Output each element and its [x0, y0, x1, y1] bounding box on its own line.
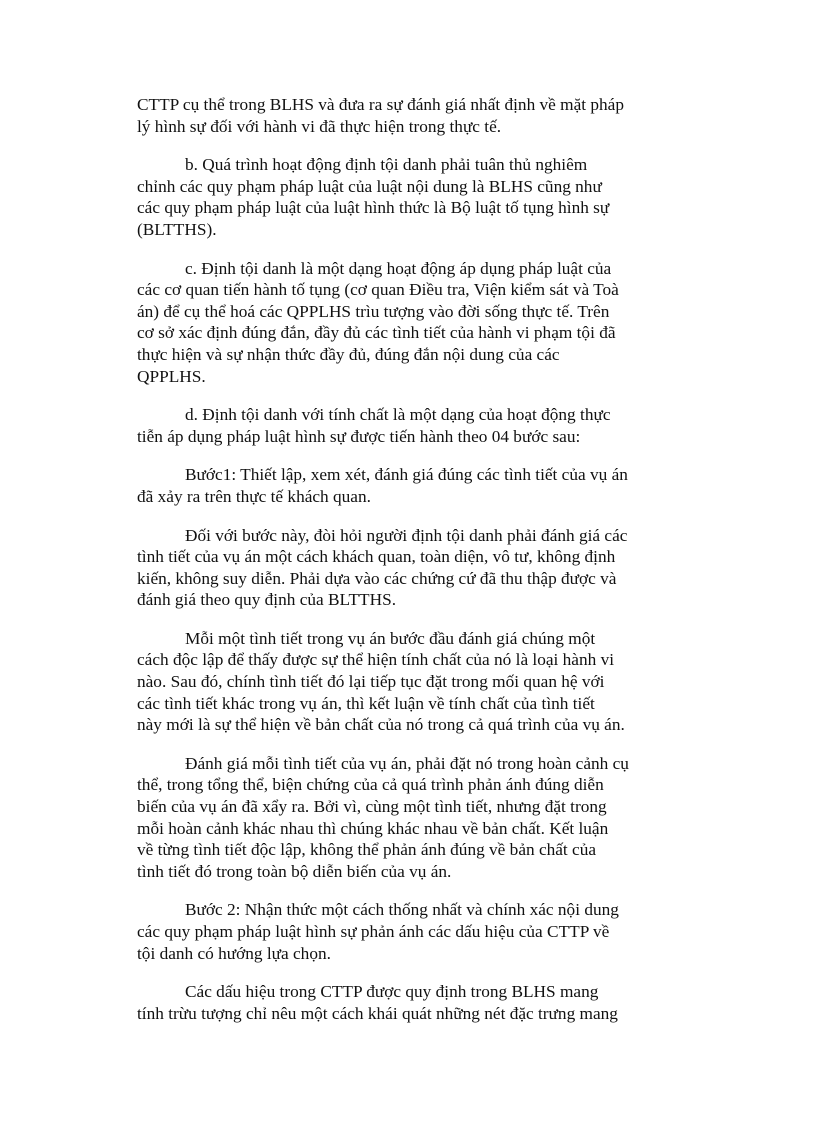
text-line: QPPLHS. [137, 366, 206, 386]
text-line: d. Định tội danh với tính chất là một dạng của hoạt động thực [185, 405, 611, 425]
text-line: CTTP cụ thể trong BLHS và đưa ra sự đánh giá nhất định về mặt pháp [137, 95, 624, 114]
text-line: Mỗi một tình tiết trong vụ án bước đầu đánh giá chúng một [185, 628, 596, 648]
text-line: án) để cụ thể hoá các QPPLHS trìu tượng vào đời sống thực tế. Trên [137, 301, 610, 321]
paragraph [137, 899, 692, 964]
text-line: các cơ quan tiến hành tố tụng (cơ quan Điều tra, Viện kiểm sát và Toà [137, 280, 619, 300]
paragraph [137, 94, 692, 137]
paragraph [137, 981, 692, 1024]
text-line: kiến, không suy diễn. Phải dựa vào các chứng cứ đã thu thập được và [137, 568, 617, 588]
paragraph [137, 628, 692, 736]
text-line: tình tiết của vụ án một cách khách quan, toàn diện, vô tư, không định [137, 547, 616, 567]
text-line: biến của vụ án đã xẩy ra. Bởi vì, cùng một tình tiết, nhưng đặt trong [137, 797, 607, 817]
text-line: các quy phạm pháp luật của luật hình thức là Bộ luật tố tụng hình sự [137, 198, 610, 218]
text-line: tính trừu tượng chỉ nêu một cách khái quát những nét đặc trưng mang [137, 1003, 618, 1023]
paragraph [137, 258, 692, 388]
text-line: đánh giá theo quy định của BLTTHS. [137, 590, 397, 610]
paragraph [137, 525, 692, 611]
text-line: cơ sở xác định đúng đắn, đầy đủ các tình tiết của hành vi phạm tội đã [137, 323, 616, 343]
text-line: Các dấu hiệu trong CTTP được quy định trong BLHS mang [185, 982, 599, 1002]
text-line: đã xảy ra trên thực tế khách quan. [137, 486, 371, 506]
text-line: Bước1: Thiết lập, xem xét, đánh giá đúng các tình tiết của vụ án [185, 465, 628, 485]
text-line: các quy phạm pháp luật hình sự phản ánh các dấu hiệu của CTTP về [137, 922, 610, 941]
paragraph [137, 404, 692, 447]
paragraph [137, 753, 692, 883]
text-line: về từng tình tiết độc lập, không thể phản ánh đúng về bản chất của [137, 840, 597, 860]
text-line: tội danh có hướng lựa chọn. [137, 943, 331, 963]
text-line: c. Định tội danh là một dạng hoạt động áp dụng pháp luật của [185, 258, 612, 278]
text-line: b. Quá trình hoạt động định tội danh phải tuân thủ nghiêm [185, 155, 588, 175]
text-line: này mới là sự thể hiện về bản chất của nó trong cả quá trình của vụ án. [137, 715, 625, 735]
document-body [137, 94, 692, 1041]
paragraph [137, 154, 692, 240]
text-line: Đánh giá mỗi tình tiết của vụ án, phải đặt nó trong hoàn cảnh cụ [185, 753, 629, 773]
text-line: mỗi hoàn cảnh khác nhau thì chúng khác nhau về bản chất. Kết luận [137, 818, 609, 838]
text-line: (BLTTHS). [137, 219, 217, 239]
paragraph [137, 464, 692, 507]
text-line: nào. Sau đó, chính tình tiết đó lại tiếp tục đặt trong mối quan hệ với [137, 672, 605, 692]
text-line: lý hình sự đối với hành vi đã thực hiện trong thực tế. [137, 116, 502, 136]
text-line: các tình tiết khác trong vụ án, thì kết luận về tính chất của tình tiết [137, 693, 595, 713]
text-line: tiễn áp dụng pháp luật hình sự được tiến hành theo 04 bước sau: [137, 426, 581, 446]
text-line: Đối với bước này, đòi hỏi người định tội danh phải đánh giá các [185, 525, 628, 545]
text-line: thực hiện và sự nhận thức đầy đủ, đúng đắn nội dung của các [137, 344, 560, 364]
text-line: Bước 2: Nhận thức một cách thống nhất và chính xác nội dung [185, 900, 619, 920]
text-line: tình tiết đó trong toàn bộ diễn biến của vụ án. [137, 861, 452, 881]
text-line: cách độc lập để thấy được sự thể hiện tính chất của nó là loại hành vi [137, 650, 615, 670]
text-line: chỉnh các quy phạm pháp luật của luật nội dung là BLHS cũng như [137, 176, 602, 196]
text-line: thể, trong tổng thể, biện chứng của cả quá trình phản ánh đúng diễn [137, 775, 604, 795]
